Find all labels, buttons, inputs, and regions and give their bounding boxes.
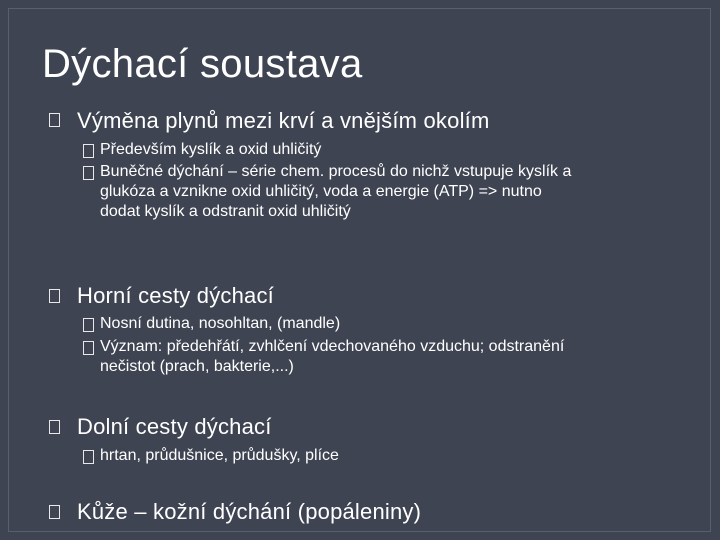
point-2-text: Horní cesty dýchací [77,283,274,308]
point-1-sub-2: Buněčné dýchání – série chem. procesů do nichž vstupuje kyslík a glukóza a vznikne oxid uhličitý, voda a energie (ATP) => nutno dodat kyslík a odstranit oxid uhličitý [100,163,572,220]
sub-bullet-icon [83,318,94,332]
sub-bullet-icon [83,341,94,355]
bullet-icon [49,113,60,127]
point-2-sub-2: Význam: předehřátí, zvhlčení vdechovaného vzduchu; odstranění nečistot (prach, bakterie,...) [100,338,565,375]
slide-title: Dýchací soustava [42,42,363,86]
point-3-text: Dolní cesty dýchací [77,414,272,439]
sub-bullet-icon [83,166,94,180]
sub-bullet-icon [83,144,94,158]
point-1-text: Výměna plynů mezi krví a vnějším okolím [77,108,490,133]
point-3-sub-1: hrtan, průdušnice, průdušky, plíce [100,447,339,464]
bullet-icon [49,420,60,434]
point-1-sub-1: Především kyslík a oxid uhličitý [100,141,322,158]
bullet-icon [49,505,60,519]
point-2-sub-1: Nosní dutina, nosohltan, (mandle) [100,315,341,332]
sub-bullet-icon [83,450,94,464]
bullet-icon [49,289,60,303]
point-4-text: Kůže – kožní dýchání (popáleniny) [77,499,422,524]
